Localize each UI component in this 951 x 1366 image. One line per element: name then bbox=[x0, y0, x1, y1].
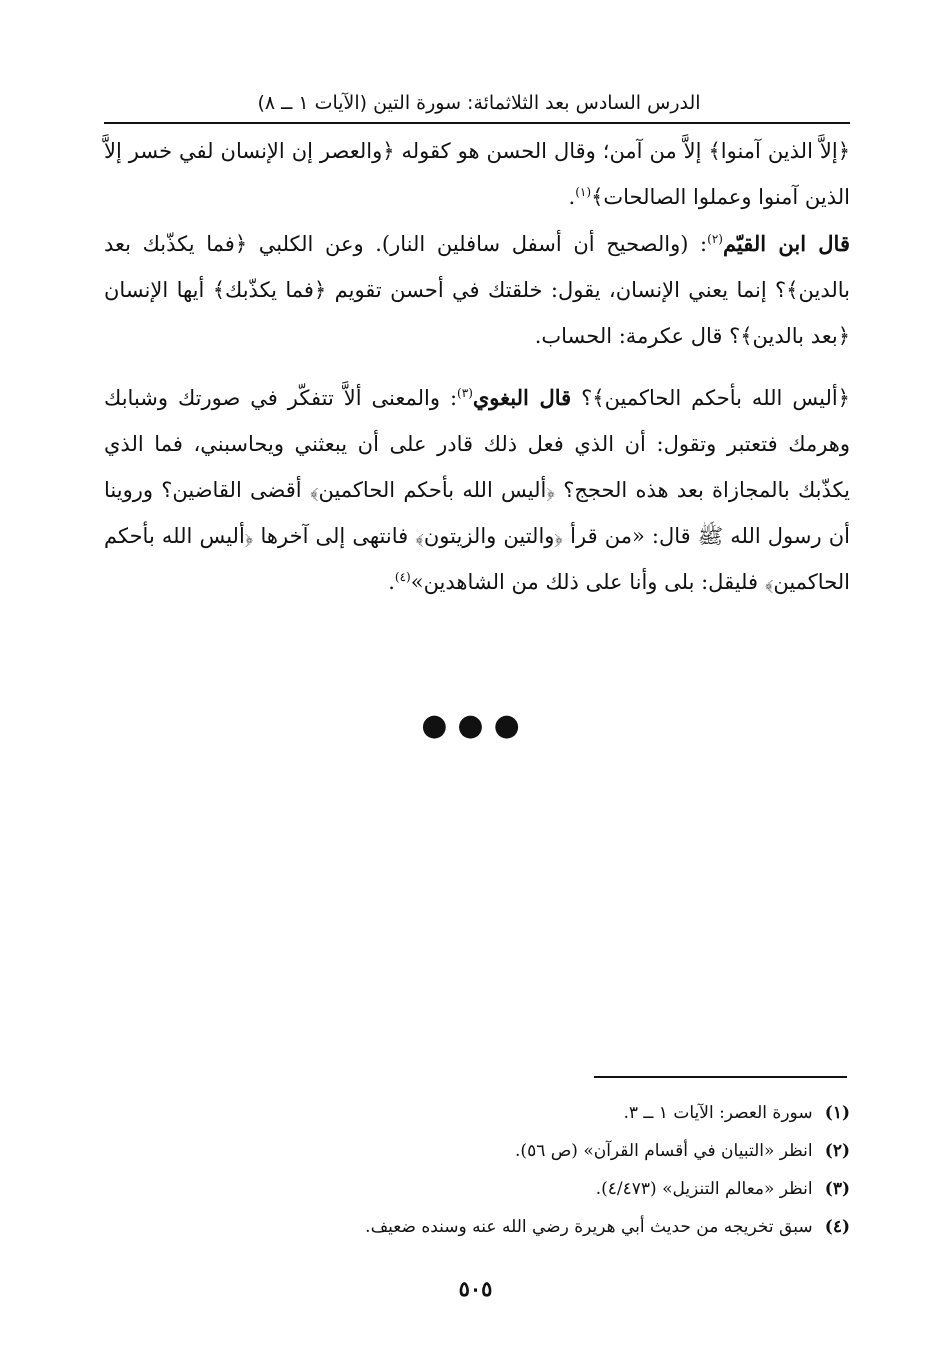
paragraph-2-text: : (والصحيح أن أسفل سافلين النار). وعن الكلبي ﴿فما يكذّبك بعد بالدين﴾؟ إنما يعني الإنسان، يقول: خلقتك في أحسن تقويم ﴿فما يكذّبك﴾ أيها الإنسان ﴿بعد بالدين﴾؟ قال عكرمة: الحساب. bbox=[104, 232, 850, 348]
section-separator: ●●● bbox=[421, 708, 530, 743]
footnote-ref-1[interactable]: (١) bbox=[575, 185, 592, 199]
paragraph-2 bbox=[104, 221, 850, 359]
paragraph-3-start: ﴿أليس الله بأحكم الحاكمين﴾؟ bbox=[571, 386, 850, 410]
paragraph-3-lead: قال البغوي bbox=[472, 385, 572, 410]
running-header: الدرس السادس بعد الثلاثمائة: سورة التين (الآيات ١ ــ ٨) bbox=[257, 92, 701, 114]
footnote-item bbox=[104, 1132, 850, 1170]
footnote-item bbox=[104, 1208, 850, 1246]
paragraph-3-end: . bbox=[388, 570, 395, 594]
paragraph-3 bbox=[104, 375, 850, 605]
footnotes bbox=[104, 1094, 850, 1246]
footnote-ref-4[interactable]: (٤) bbox=[394, 570, 411, 584]
paragraph-1-end: . bbox=[568, 185, 576, 209]
footnote-text: سبق تخريجه من حديث أبي هريرة رضي الله عنه وسنده ضعيف. bbox=[365, 1217, 813, 1237]
paragraph-1 bbox=[104, 128, 850, 220]
footnote-item bbox=[104, 1170, 850, 1208]
paragraph-1-text: ﴿إلاَّ الذين آمنوا﴾ إلاَّ من آمن؛ وقال الحسن هو كقوله ﴿والعصر إن الإنسان لفي خسر إلاَّ الذين آمنوا وعملوا الصالحات﴾ bbox=[104, 139, 850, 209]
footnote-text: انظر «التبيان في أقسام القرآن» (ص ٥٦). bbox=[515, 1141, 813, 1161]
footnote-number: (١) bbox=[824, 1103, 850, 1123]
footnote-text: انظر «معالم التنزيل» (٤/٤٧٣). bbox=[595, 1179, 813, 1199]
footnote-ref-3[interactable]: (٣) bbox=[457, 386, 473, 400]
footnote-ref-2[interactable]: (٢) bbox=[707, 232, 723, 246]
footnote-item bbox=[104, 1094, 850, 1132]
footnote-text: سورة العصر: الآيات ١ ــ ٣. bbox=[623, 1103, 813, 1123]
footnote-rule bbox=[594, 1076, 847, 1078]
header-rule bbox=[104, 122, 850, 124]
footnote-number: (٢) bbox=[824, 1141, 850, 1161]
footnote-number: (٣) bbox=[824, 1179, 850, 1199]
footnote-number: (٤) bbox=[824, 1217, 850, 1237]
paragraph-2-lead: قال ابن القيّم bbox=[722, 231, 850, 256]
paragraph-3-text: : والمعنى ألاَّ تتفكّر في صورتك وشبابك وهرمك فتعتبر وتقول: أن الذي فعل ذلك قادر على أن يبعثني ويحاسبني، فما الذي يكذّبك بالمجازاة بعد هذه الحجج؟ ﴿أليس الله بأحكم الحاكمين﴾ أقضى القاضين؟ وروينا أن رسول الله ﷺ قال: «من قرأ ﴿والتين والزيتون﴾ فانتهى إلى آخرها ﴿أليس الله بأحكم الحاكمين﴾ فليقل: بلى وأنا على ذلك من الشاهدين» bbox=[104, 386, 850, 594]
page-number: ٥٠٥ bbox=[458, 1276, 493, 1301]
